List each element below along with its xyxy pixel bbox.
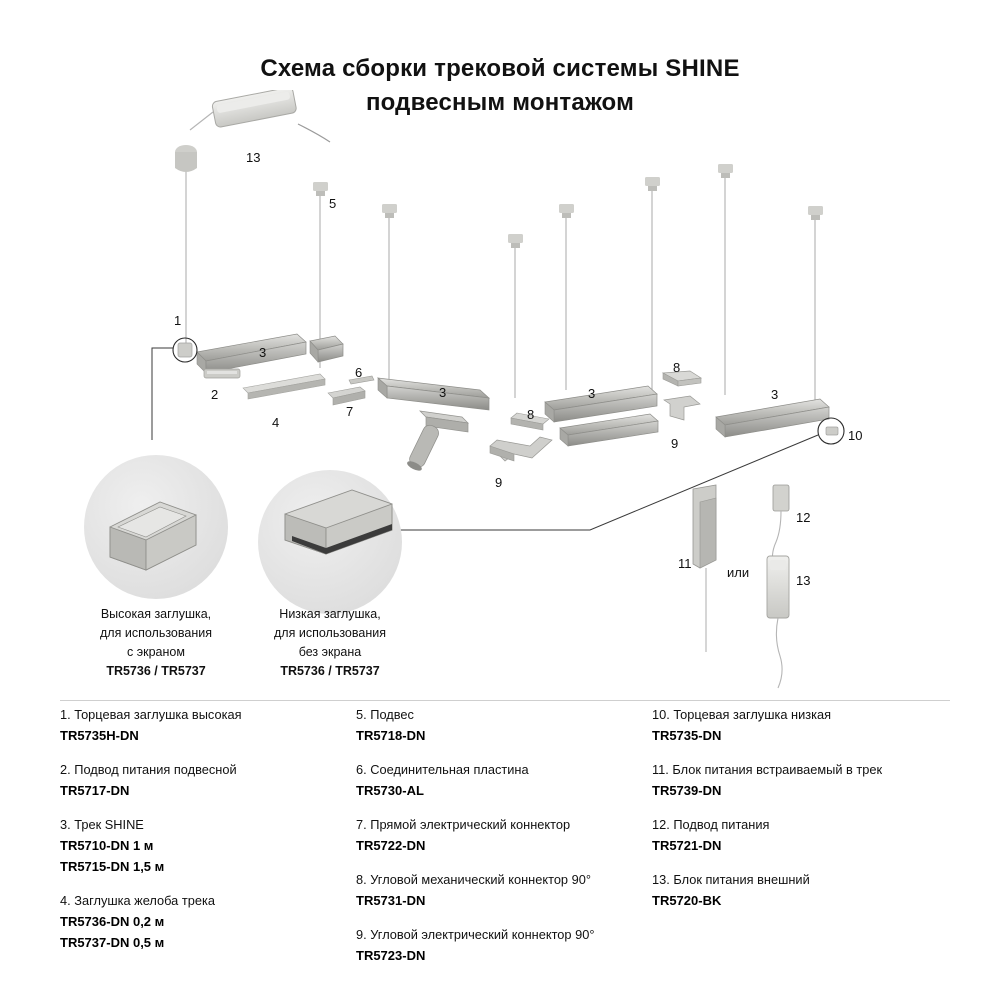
track-segment-a2	[310, 336, 343, 362]
legend-text-11: Блок питания встраиваемый в трек	[672, 762, 883, 777]
legend-column-2	[356, 706, 652, 981]
legend-code-1: TR5735H-DN	[60, 728, 139, 743]
legend-text-4: Заглушка желоба трека	[74, 893, 215, 908]
legend-code-4b: TR5737-DN 0,5 м	[60, 935, 165, 950]
legend-item-3	[60, 816, 356, 877]
straight-electrical-connector-7	[328, 387, 365, 405]
legend-num-1: 1.	[60, 707, 71, 722]
callout-left-line1: Высокая заглушка,	[100, 607, 212, 621]
legend-item-2	[60, 761, 356, 801]
legend-num-6: 6.	[356, 762, 367, 777]
callout-left-line2: для использования	[100, 626, 212, 640]
marker-9a: 9	[495, 475, 503, 490]
legend-num-5: 5.	[356, 707, 367, 722]
track-segment-d	[716, 399, 829, 437]
legend-item-10	[652, 706, 948, 746]
power-feed-2	[204, 369, 240, 378]
marker-11: 11	[678, 556, 692, 571]
marker-3c: 3	[588, 386, 596, 401]
legend-code-7: TR5722-DN	[356, 838, 426, 853]
legend-item-4	[60, 892, 356, 953]
legend-code-8: TR5731-DN	[356, 893, 426, 908]
marker-1: 1	[174, 313, 182, 328]
track-channel-cap-4	[243, 374, 325, 399]
zoom-bubble-high-cap	[84, 455, 228, 599]
leader-left	[152, 348, 173, 440]
legend-code-5: TR5718-DN	[356, 728, 426, 743]
legend-item-1	[60, 706, 356, 746]
legend-num-3: 3.	[60, 817, 71, 832]
legend-num-12: 12.	[652, 817, 670, 832]
builtin-power-supply-11	[693, 485, 716, 652]
angle-elec-connector-9b	[664, 396, 700, 420]
marker-7: 7	[346, 404, 354, 419]
marker-3b: 3	[439, 385, 447, 400]
track-segment-b	[378, 378, 489, 410]
legend-code-3a: TR5710-DN 1 м	[60, 838, 154, 853]
marker-8b: 8	[673, 360, 681, 375]
angle-elec-connector-9a	[490, 437, 552, 461]
legend-item-12	[652, 816, 948, 856]
legend-text-9: Угловой электрический коннектор 90°	[370, 927, 595, 942]
legend-code-4a: TR5736-DN 0,2 м	[60, 914, 165, 929]
callout-right-code: TR5736 / TR5737	[280, 664, 380, 678]
marker-5: 5	[329, 196, 337, 211]
legend-num-10: 10.	[652, 707, 670, 722]
angle-mech-connector-8b	[663, 371, 701, 386]
legend-num-2: 2.	[60, 762, 71, 777]
title-line-1: Схема сборки трековой системы SHINE	[260, 55, 740, 82]
legend-item-6	[356, 761, 652, 801]
marker-9b: 9	[671, 436, 679, 451]
track-segment-a	[197, 334, 306, 373]
legend-text-12: Подвод питания	[673, 817, 770, 832]
marker-3d: 3	[771, 387, 779, 402]
marker-4: 4	[272, 415, 280, 430]
legend-item-11	[652, 761, 948, 801]
suspension-wires	[186, 160, 815, 408]
callout-right-line3: без экрана	[298, 645, 362, 659]
callout-left-code: TR5736 / TR5737	[106, 664, 206, 678]
marker-13-bottom: 13	[796, 573, 811, 588]
callout-right-line1: Низкая заглушка,	[279, 607, 381, 621]
callout-right-caption	[240, 605, 420, 681]
legend-code-12: TR5721-DN	[652, 838, 722, 853]
legend-num-9: 9.	[356, 927, 367, 942]
legend-code-10: TR5735-DN	[652, 728, 722, 743]
legend-text-3: Трек SHINE	[74, 817, 144, 832]
legend-code-6: TR5730-AL	[356, 783, 424, 798]
legend-item-8	[356, 871, 652, 911]
legend-text-7: Прямой электрический коннектор	[370, 817, 571, 832]
legend-divider	[60, 700, 950, 701]
legend-num-13: 13.	[652, 872, 670, 887]
parts-legend	[60, 706, 950, 981]
title-line-2: подвесным монтажом	[365, 89, 635, 116]
legend-text-1: Торцевая заглушка высокая	[74, 707, 242, 722]
external-power-supply-bottom	[767, 556, 789, 688]
legend-code-9: TR5723-DN	[356, 948, 426, 963]
legend-column-1	[60, 706, 356, 981]
marker-13-top: 13	[246, 150, 261, 165]
marker-6: 6	[355, 365, 363, 380]
legend-code-2: TR5717-DN	[60, 783, 130, 798]
legend-num-7: 7.	[356, 817, 367, 832]
legend-item-13	[652, 871, 948, 911]
callout-left-caption	[66, 605, 246, 681]
legend-text-2: Подвод питания подвесной	[74, 762, 237, 777]
zoom-bubble-low-cap	[258, 470, 402, 614]
legend-item-5	[356, 706, 652, 746]
legend-num-4: 4.	[60, 893, 71, 908]
marker-2: 2	[211, 387, 219, 402]
legend-num-11: 11.	[652, 762, 669, 777]
legend-item-7	[356, 816, 652, 856]
legend-code-3b: TR5715-DN 1,5 м	[60, 859, 165, 874]
end-cap-low-10	[826, 427, 838, 435]
legend-text-8: Угловой механический коннектор 90°	[370, 872, 591, 887]
callout-left-line3: с экраном	[127, 645, 185, 659]
leader-right	[400, 435, 818, 530]
legend-code-11: TR5739-DN	[652, 783, 722, 798]
legend-num-8: 8.	[356, 872, 367, 887]
spotlight-fixture	[406, 411, 468, 473]
or-label: или	[727, 565, 750, 580]
legend-text-10: Торцевая заглушка низкая	[673, 707, 832, 722]
callout-right-line2: для использования	[274, 626, 386, 640]
legend-text-6: Соединительная пластина	[370, 762, 529, 777]
legend-code-13: TR5720-BK	[652, 893, 722, 908]
marker-12: 12	[796, 510, 811, 525]
marker-8a: 8	[527, 407, 535, 422]
legend-text-5: Подвес	[370, 707, 414, 722]
marker-10: 10	[848, 428, 863, 443]
legend-text-13: Блок питания внешний	[673, 872, 810, 887]
legend-item-9	[356, 926, 652, 966]
marker-3: 3	[259, 345, 267, 360]
legend-column-3	[652, 706, 948, 981]
end-cap-high-1	[178, 343, 192, 357]
